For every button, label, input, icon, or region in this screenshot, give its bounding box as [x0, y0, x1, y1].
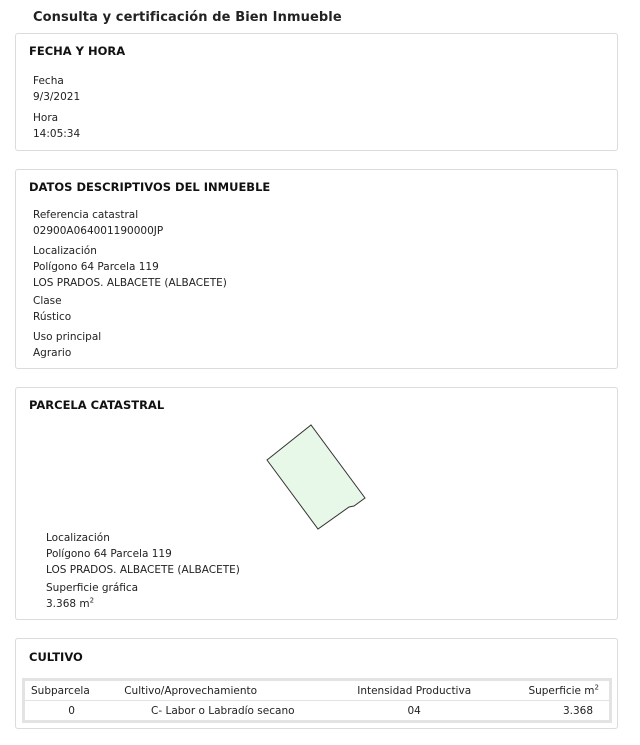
- page-title: Consulta y certificación de Bien Inmueble: [33, 10, 342, 25]
- uso-field: [33, 329, 101, 361]
- cell-cultivo: C- Labor o Labradío secano: [151, 704, 295, 717]
- col-superficie: Superficie $m^2$: [528, 683, 599, 697]
- col-subparcela: Subparcela: [31, 684, 90, 697]
- cultivo-table: [22, 678, 612, 723]
- superficie-field: [46, 580, 138, 612]
- cell-superficie: 3.368: [562, 704, 593, 717]
- referencia-label: Referencia catastral: [33, 209, 139, 221]
- cultivo-title: CULTIVO: [29, 650, 83, 664]
- parcela-localizacion-field: [46, 530, 240, 578]
- uso-label: Uso principal: [33, 331, 102, 343]
- uso-value: Agrario: [33, 347, 72, 359]
- localizacion-line1: Polígono 64 Parcela 119: [33, 261, 159, 273]
- clase-value: Rústico: [33, 311, 72, 323]
- parcela-localizacion-line1: Polígono 64 Parcela 119: [46, 548, 172, 560]
- clase-label: Clase: [33, 295, 62, 307]
- cell-subparcela: 0: [68, 704, 75, 717]
- superficie-value: 3.368 $m^2$: [46, 596, 95, 610]
- referencia-field: [33, 207, 163, 239]
- referencia-value: 02900A064001190000JP: [33, 225, 164, 237]
- hora-label: Hora: [33, 112, 59, 124]
- fecha-value: 9/3/2021: [33, 91, 81, 103]
- table-row: [24, 701, 611, 722]
- parcela-localizacion-line2: LOS PRADOS. ALBACETE (ALBACETE): [46, 564, 240, 576]
- fecha-field: [33, 73, 80, 105]
- hora-value: 14:05:34: [33, 128, 81, 140]
- parcela-localizacion-label: Localización: [46, 532, 110, 544]
- fecha-label: Fecha: [33, 75, 64, 87]
- parcela-catastral-panel: [15, 387, 618, 620]
- cultivo-panel: [15, 638, 618, 729]
- col-cultivo: Cultivo/Aprovechamiento: [124, 684, 258, 697]
- datos-title: DATOS DESCRIPTIVOS DEL INMUEBLE: [29, 180, 271, 194]
- parcel-map-shape: [266, 424, 368, 534]
- fecha-hora-title: FECHA Y HORA: [29, 44, 126, 58]
- datos-descriptivos-panel: [15, 169, 618, 369]
- fecha-hora-panel: [15, 33, 618, 151]
- localizacion-field: [33, 243, 227, 291]
- cell-intensidad: 04: [407, 704, 421, 717]
- clase-field: [33, 293, 71, 325]
- superficie-label: Superficie gráfica: [46, 582, 139, 594]
- col-intensidad: Intensidad Productiva: [357, 684, 472, 697]
- localizacion-line2: LOS PRADOS. ALBACETE (ALBACETE): [33, 277, 227, 289]
- hora-field: [33, 110, 80, 142]
- parcela-title: PARCELA CATASTRAL: [29, 398, 165, 412]
- localizacion-label: Localización: [33, 245, 97, 257]
- table-header-row: [24, 680, 611, 701]
